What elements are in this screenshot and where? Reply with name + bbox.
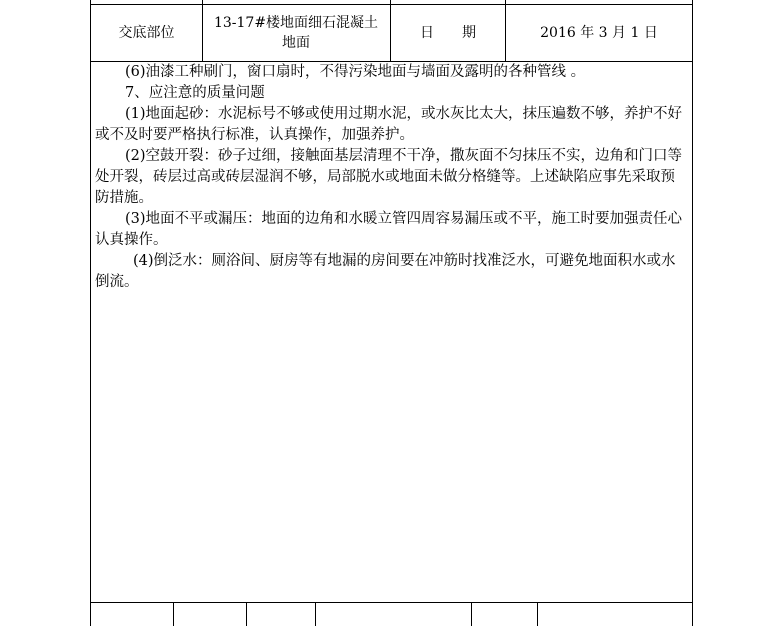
table-left-border — [90, 0, 91, 626]
issue-reverse-slope: (4)倒泛水：厕浴间、厨房等有地漏的房间要在冲筋时找准泛水，可避免地面积水或水倒流。 — [95, 253, 676, 290]
quality-issues-heading: 7、应注意的质量问题 — [125, 85, 265, 101]
location-value: 13-17#楼地面细石混凝土地面 — [213, 15, 379, 51]
issue-uneven-surface: (3)地面不平或漏压：地面的边角和水暖立管四周容易漏压或不平，施工时要加强责任心认真操作。 — [95, 211, 683, 248]
date-label: 日 期 — [420, 25, 476, 41]
footer-divider-5 — [537, 602, 538, 626]
footer-top-rule — [90, 602, 693, 603]
issue-sanding: (1)地面起砂：水泥标号不够或使用过期水泥，或水灰比太大，抹压遍数不够，养护不好或不及时要严格执行标准，认真操作，加强养护。 — [95, 106, 683, 143]
footer-divider-4 — [471, 602, 472, 626]
header-divider-1 — [202, 0, 203, 62]
location-label: 交底部位 — [118, 25, 175, 41]
body-paragraph-6: (6)油漆工种刷门，窗口扇时，不得污染地面与墙面及露明的各种管线 。 — [125, 64, 586, 80]
date-value: 2016 年 3 月 1 日 — [540, 25, 658, 41]
disclosure-body — [95, 62, 687, 293]
footer-divider-1 — [173, 602, 174, 626]
issue-hollowing-cracking: (2)空鼓开裂：砂子过细，接触面基层清理不干净，撒灰面不匀抹压不实，边角和门口等处开裂，砖层过高或砖层湿润不够，局部脱水或地面未做分格缝等。上述缺陷应事先采取预防措施。 — [95, 148, 683, 206]
table-right-border — [692, 0, 693, 626]
footer-divider-2 — [246, 602, 247, 626]
footer-divider-3 — [315, 602, 316, 626]
